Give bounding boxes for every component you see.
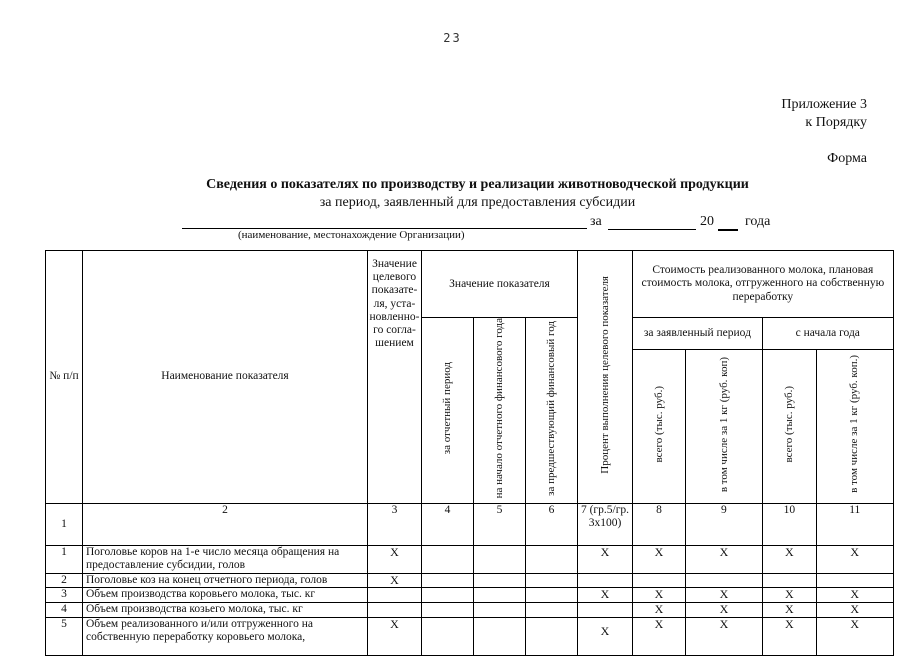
row-name: Поголовье коров на 1-е число месяца обращения на предоставление субсидии, голов (83, 545, 368, 573)
cell-5 (474, 588, 526, 603)
cell-6 (526, 545, 578, 573)
cell-9: Х (686, 588, 763, 603)
cell-10: Х (762, 603, 816, 618)
table-row (46, 618, 894, 656)
cell-8: Х (633, 588, 686, 603)
cell-4 (422, 573, 474, 588)
header-name: Наименование показателя (83, 251, 368, 504)
period-za-label: за (590, 214, 602, 229)
cell-9: Х (686, 603, 763, 618)
cell-8: Х (633, 545, 686, 573)
year-suffix: года (745, 214, 771, 229)
cell-3: Х (368, 618, 422, 656)
row-num: 4 (46, 603, 83, 618)
cell-3: Х (368, 545, 422, 573)
cell-10: Х (762, 588, 816, 603)
cell-7 (578, 573, 633, 588)
header-prev-fin-year: за предшествующий финансовый год (526, 318, 578, 504)
cell-7: Х (578, 618, 633, 656)
col-number-4: 4 (422, 503, 474, 545)
row-num: 2 (46, 573, 83, 588)
period-blank-line (608, 229, 696, 230)
cell-6 (526, 588, 578, 603)
cell-8: Х (633, 618, 686, 656)
cell-10 (762, 573, 816, 588)
table-row (46, 573, 894, 588)
cell-9 (686, 573, 763, 588)
appendix-line-2: к Порядку (805, 115, 867, 130)
cell-11: Х (816, 588, 893, 603)
header-reporting-period: за отчетный период (422, 318, 474, 504)
cell-5 (474, 573, 526, 588)
cell-4 (422, 588, 474, 603)
row-num: 3 (46, 588, 83, 603)
header-per-kg-2: в том числе за 1 кг (руб. коп.) (816, 350, 893, 503)
header-fin-year-start: на начало отчетного финансового года (474, 318, 526, 504)
col-number-2: 2 (83, 503, 368, 545)
cell-11: Х (816, 618, 893, 656)
organization-caption: (наименование, местонахождение Организации) (238, 229, 465, 241)
appendix-line-1: Приложение 3 (781, 97, 867, 112)
cell-3 (368, 588, 422, 603)
row-name: Поголовье коз на конец отчетного периода, голов (83, 573, 368, 588)
cell-10: Х (762, 618, 816, 656)
cell-7 (578, 603, 633, 618)
header-total: всего (тыс. руб.) (633, 350, 686, 503)
header-per-kg: в том числе за 1 кг (руб. коп) (686, 350, 763, 503)
cell-7: Х (578, 545, 633, 573)
row-name: Объем реализованного и/или отгруженного на собственную переработку коровьего молока, (83, 618, 368, 656)
col-number-9: 9 (686, 503, 763, 545)
form-label: Форма (827, 151, 867, 166)
cell-10: Х (762, 545, 816, 573)
year-prefix: 20 (700, 214, 714, 229)
row-name: Объем производства козьего молока, тыс. кг (83, 603, 368, 618)
col-number-1: 1 (46, 503, 83, 545)
header-since-year: с начала года (762, 318, 893, 350)
indicators-table (45, 250, 894, 656)
col-number-11: 11 (816, 503, 893, 545)
header-target: Значение целевого показате-ля, уста-новленно-го согла-шением (368, 251, 422, 504)
cell-9: Х (686, 618, 763, 656)
cell-6 (526, 618, 578, 656)
col-number-5: 5 (474, 503, 526, 545)
row-name: Объем производства коровьего молока, тыс. кг (83, 588, 368, 603)
col-number-7: 7 (гр.5/гр. 3х100) (578, 503, 633, 545)
cell-4 (422, 545, 474, 573)
header-num: № п/п (46, 251, 83, 504)
table-row (46, 603, 894, 618)
page-number: 23 (443, 31, 462, 45)
cell-9: Х (686, 545, 763, 573)
cell-4 (422, 618, 474, 656)
header-percent: Процент выполнения целевого показателя (578, 251, 633, 504)
row-num: 1 (46, 545, 83, 573)
cell-5 (474, 545, 526, 573)
table-row (46, 588, 894, 603)
table-row (46, 545, 894, 573)
cell-6 (526, 573, 578, 588)
col-number-6: 6 (526, 503, 578, 545)
year-blank-line (718, 229, 738, 231)
col-number-10: 10 (762, 503, 816, 545)
header-declared-period: за заявленный период (633, 318, 763, 350)
cell-4 (422, 603, 474, 618)
document-title: Сведения о показателях по производству и реализации животноводческой продукции (206, 177, 749, 192)
col-number-8: 8 (633, 503, 686, 545)
header-cost: Стоимость реализованного молока, плановая стоимость молока, отгруженного на собственную переработку (633, 251, 894, 318)
cell-11: Х (816, 603, 893, 618)
cell-11: Х (816, 545, 893, 573)
cell-5 (474, 603, 526, 618)
cell-3: Х (368, 573, 422, 588)
cell-8: Х (633, 603, 686, 618)
cell-6 (526, 603, 578, 618)
header-indicator-value: Значение показателя (422, 251, 578, 318)
cell-3 (368, 603, 422, 618)
document-subtitle: за период, заявленный для предоставления субсидии (319, 195, 636, 210)
col-number-3: 3 (368, 503, 422, 545)
cell-7: Х (578, 588, 633, 603)
row-num: 5 (46, 618, 83, 656)
header-total-2: всего (тыс. руб.) (762, 350, 816, 503)
cell-11 (816, 573, 893, 588)
cell-5 (474, 618, 526, 656)
cell-8 (633, 573, 686, 588)
